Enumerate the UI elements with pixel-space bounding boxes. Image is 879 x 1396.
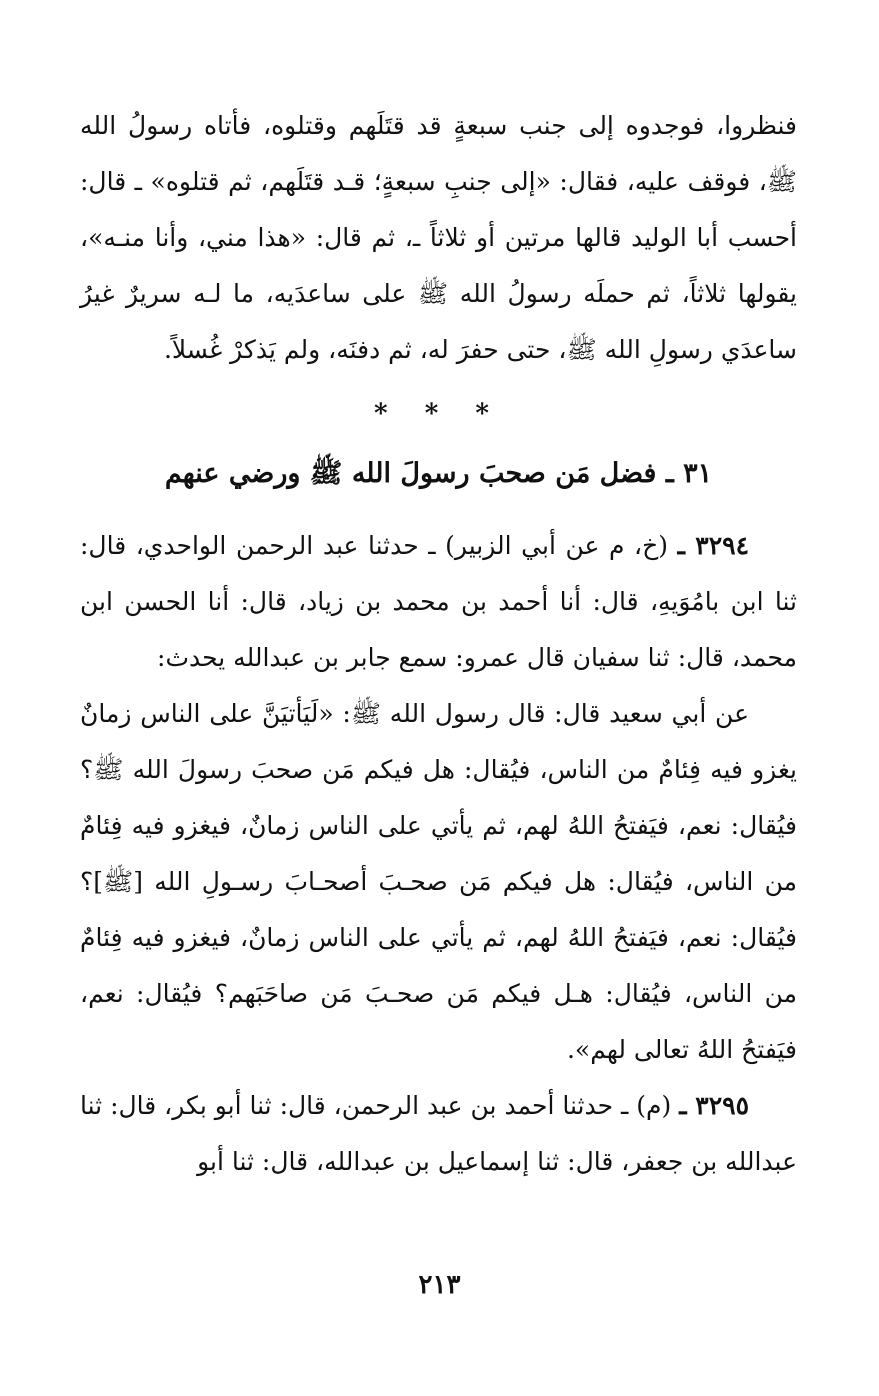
section-separator: * * * <box>374 399 503 429</box>
hadith-3294-number: ٣٢٩٤ ـ <box>677 531 750 560</box>
page-number: ٢١٣ <box>418 1270 461 1300</box>
hadith-3295-text: (م) ـ حدثنا أحمد بن عبد الرحمن، قال: ثنا أبو بكر، قال: ثنا عبدالله بن جعفر، قال: ثنا إسماعيل بن عبدالله، قال: ثنا أبو <box>80 1091 797 1176</box>
page-body <box>80 98 797 1316</box>
hadith-3294-isnad <box>80 518 797 686</box>
chapter-heading: ٣١ ـ فضل مَن صحبَ رسولَ الله ﷺ ورضي عنهم <box>164 458 713 489</box>
hadith-3295-number: ٣٢٩٥ ـ <box>679 1091 749 1120</box>
paragraph-continuation: فنظروا، فوجدوه إلى جنب سبعةٍ قد قتَلَهم وقتلوه، فأتاه رسولُ الله ﷺ، فوقف عليه، فقال: «إلى جنبِ سبعةٍ؛ قـد قتَلَهم، ثم قتلوه» ـ قال: أحسب أبا الوليد قالها مرتين أو ثلاثاً ـ، ثم قال: «هذا مني، وأنا منـه»، يقولها ثلاثاً، ثم حملَه رسولُ الله ﷺ على ساعدَيه، ما لـه سريرٌ غيرُ ساعدَي رسولِ الله ﷺ، حتى حفرَ له، ثم دفنَه، ولم يَذكرْ غُسلاً. <box>80 111 797 364</box>
hadith-3294-matn: عن أبي سعيد قال: قال رسول الله ﷺ: «لَيَأتيَنَّ على الناس زمانٌ يغزو فيه فِئامٌ من الناس، فيُقال: هل فيكم مَن صحبَ رسولَ الله ﷺ؟ فيُقال: نعم، فيَفتحُ اللهُ لهم، ثم يأتي على الناس زمانٌ، فيغزو فيه فِئامٌ من الناس، فيُقال: هل فيكم مَن صحـبَ أصحـابَ رسـولِ الله [ﷺ]؟ فيُقال: نعم، فيَفتحُ اللهُ لهم، ثم يأتي على الناس زمانٌ، فيغزو فيه فِئامٌ من الناس، فيُقال: هـل فيكم مَن صحـبَ مَن صاحَبَهم؟ فيُقال: نعم، فيَفتحُ اللهُ تعالى لهم». <box>80 699 797 1064</box>
hadith-3294-chain: (خ، م عن أبي الزبير) ـ حدثنا عبد الرحمن الواحدي، قال: ثنا ابن بامُوَيهِ، قال: أنا أحمد بن محمد بن زياد، قال: أنا الحسن ابن محمد، قال: ثنا سفيان قال عمرو: سمع جابر بن عبدالله يحدث: <box>80 531 797 672</box>
hadith-3295 <box>80 1078 797 1190</box>
